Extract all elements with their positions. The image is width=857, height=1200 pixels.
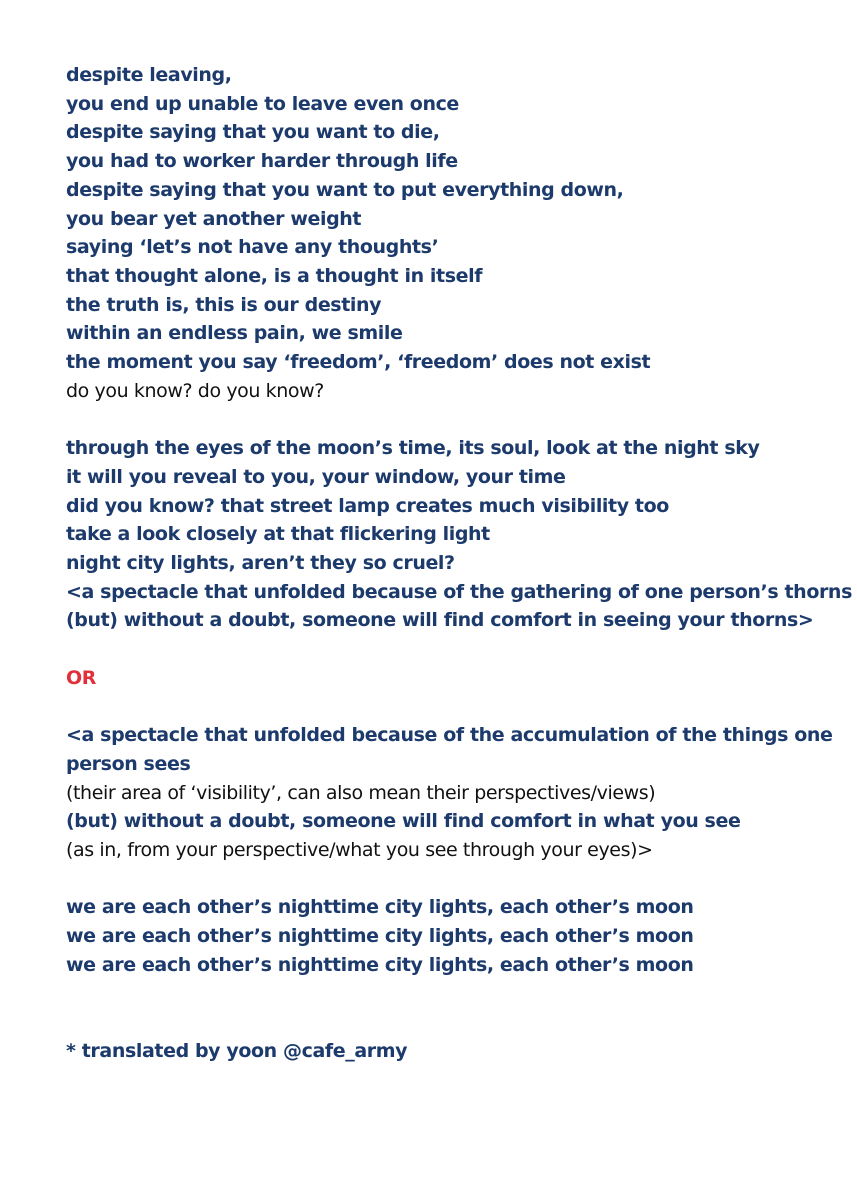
alternate-translation: [66, 721, 837, 865]
lyric-line: person sees: [66, 752, 191, 775]
chorus-line: we are each other’s nighttime city lights, each other’s moon: [66, 896, 694, 919]
lyric-line: take a look closely at that flickering light: [66, 523, 490, 546]
chorus: [66, 893, 837, 979]
lyric-line: within an endless pain, we smile: [66, 322, 403, 345]
translator-note: (their area of ‘visibility’, can also mean their perspectives/views): [66, 781, 656, 804]
lyric-line: saying ‘let’s not have any thoughts’: [66, 236, 439, 259]
lyric-line: that thought alone, is a thought in itself: [66, 264, 483, 287]
lyric-line: you end up unable to leave even once: [66, 92, 459, 115]
lyric-line: <a spectacle that unfolded because of the gathering of one person’s thorns: [66, 580, 852, 603]
lyric-line: despite saying that you want to die,: [66, 121, 440, 144]
stanza-gap: [66, 692, 837, 721]
lyric-line: you bear yet another weight: [66, 207, 362, 230]
lyric-line: the truth is, this is our destiny: [66, 293, 382, 316]
lyric-line: despite leaving,: [66, 64, 232, 86]
lyric-line: <a spectacle that unfolded because of the accumulation of the things one: [66, 724, 833, 747]
lyric-line: the moment you say ‘freedom’, ‘freedom’ does not exist: [66, 351, 651, 374]
lyric-line: (but) without a doubt, someone will find comfort in what you see: [66, 810, 741, 833]
lyric-line-refrain: do you know? do you know?: [66, 379, 324, 402]
translation-credit: * translated by yoon @cafe_army: [66, 1039, 408, 1062]
lyric-line: did you know? that street lamp creates much visibility too: [66, 494, 669, 517]
lyric-line: despite saying that you want to put everything down,: [66, 178, 624, 201]
lyric-line: night city lights, aren’t they so cruel?: [66, 551, 455, 574]
chorus-line: we are each other’s nighttime city lights, each other’s moon: [66, 925, 694, 948]
lyric-line: through the eyes of the moon’s time, its soul, look at the night sky: [66, 437, 760, 460]
stanza-2: [66, 434, 852, 635]
or-label: OR: [66, 666, 96, 689]
stanza-gap: [66, 635, 837, 664]
stanza-1: [66, 61, 837, 405]
lyrics-document: [66, 61, 852, 1066]
lyric-line: it will you reveal to you, your window, your time: [66, 465, 566, 488]
chorus-line: we are each other’s nighttime city lights, each other’s moon: [66, 953, 694, 976]
stanza-gap: [66, 865, 837, 894]
lyric-line: (but) without a doubt, someone will find comfort in seeing your thorns>: [66, 609, 814, 632]
stanza-gap: [66, 405, 837, 434]
translator-note: (as in, from your perspective/what you see through your eyes)>: [66, 838, 653, 861]
stanza-gap: [66, 979, 837, 1036]
lyric-line: you had to worker harder through life: [66, 150, 458, 173]
